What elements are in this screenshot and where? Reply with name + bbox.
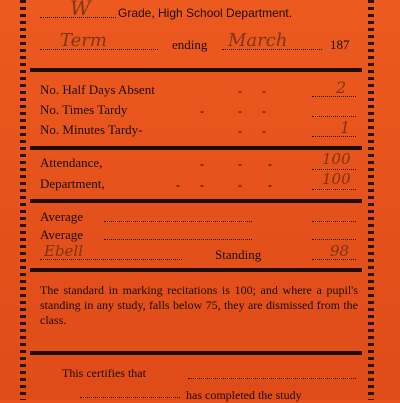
standing-label: Standing xyxy=(215,247,262,262)
average-value-blank-1 xyxy=(312,221,356,222)
year-prefix: 187 xyxy=(330,37,350,52)
grade-blank xyxy=(40,17,116,18)
tardy-label: No. Times Tardy xyxy=(40,102,128,117)
grade-handwritten: W xyxy=(70,0,91,20)
certifies-name-blank xyxy=(188,378,356,379)
standing-value-blank xyxy=(312,259,356,260)
marking-standard-notice: The standard in marking recitations is 100; and where a pupil's standing in any study, falls below 75, they are dismissed from the class. xyxy=(40,283,358,327)
grade-heading: Grade, High School Department. xyxy=(118,6,293,20)
half-days-blank xyxy=(312,96,356,97)
section-rule-4 xyxy=(30,268,362,272)
tardy-blank xyxy=(312,116,356,117)
left-dashed-border xyxy=(20,0,26,400)
department-mark-blank xyxy=(312,189,356,190)
completed-line: has completed the study xyxy=(186,388,302,402)
half-days-label: No. Half Days Absent xyxy=(40,82,155,97)
average-blank-1 xyxy=(104,221,252,222)
average-blank-2 xyxy=(104,239,252,240)
ending-blank xyxy=(222,49,322,50)
completed-blank xyxy=(80,397,180,398)
section-rule-3 xyxy=(30,199,362,203)
section-rule-1 xyxy=(30,68,362,72)
average-label-1: Average xyxy=(40,209,84,224)
standing-name-blank xyxy=(40,259,182,260)
attendance-mark-value: 100 xyxy=(322,150,351,168)
standing-handwritten: Ebell xyxy=(44,242,84,260)
minutes-tardy-value: 1 xyxy=(340,118,351,137)
term-blank xyxy=(40,49,158,50)
section-rule-2 xyxy=(30,146,362,150)
attendance-mark-label: Attendance, xyxy=(40,155,103,170)
standing-value: 98 xyxy=(330,242,350,260)
average-value-blank-2 xyxy=(312,239,356,240)
half-days-value: 2 xyxy=(336,78,347,97)
ending-handwritten: March xyxy=(228,30,288,51)
section-rule-5 xyxy=(30,351,362,355)
department-mark-value: 100 xyxy=(322,170,351,188)
average-label-2: Average xyxy=(40,227,84,242)
term-handwritten: Term xyxy=(60,30,107,51)
minutes-tardy-blank xyxy=(312,136,356,137)
ending-label: ending xyxy=(172,37,208,52)
report-card: W Grade, High School Department. Term ending March 187 No. Half Days Absent - - 2 No. Times Tardy - - - No. Minutes Tardy- - - 1 Attendance, - - - 100 Department, - - - - 100 Average Average Ebell Standing 98 The standard in marking recitations is 100; and where a pupil's standing in any study, falls below 75, they are dismissed from the class. This certifies that has completed the study xyxy=(0,0,400,400)
certifies-line: This certifies that xyxy=(62,366,146,380)
department-mark-label: Department, xyxy=(40,176,105,191)
minutes-tardy-label: No. Minutes Tardy- xyxy=(40,122,143,137)
right-dashed-border xyxy=(368,0,374,400)
